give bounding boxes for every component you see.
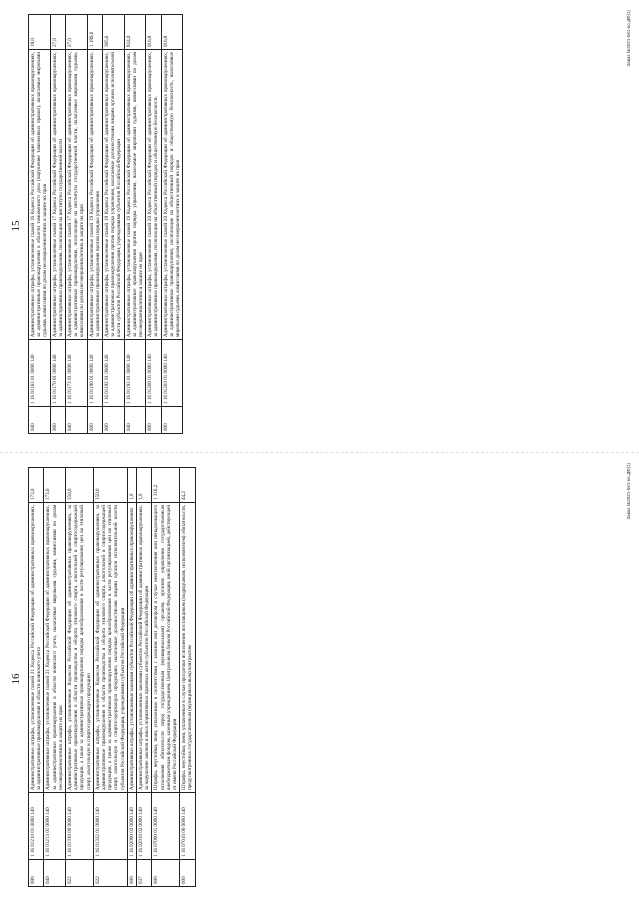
classification-code-cell: 1 16 07000 01 0000 140 <box>152 793 180 860</box>
description-cell: Административные штрафы, установленные главой 20 Кодекса Российской Федерации об административных правонарушениях, за административные правонарушения, посягающие на общественный порядок и общественную безопасность, налагаемые мировыми судьями, комиссиями по делам несовершеннолетних и защите их прав <box>161 50 183 340</box>
description-cell: Административные штрафы, установленные законами субъектов Российской Федерации об административных правонарушениях, за нарушение законов и иных нормативных правовых актов субъектов Российской Федерации <box>137 503 152 793</box>
admin-code-cell: 022 <box>66 860 94 887</box>
amount-cell: 173,0 <box>29 468 44 503</box>
table-row <box>66 15 88 434</box>
admin-code-cell: 040 <box>29 407 51 434</box>
amount-cell: 365,6 <box>103 15 125 50</box>
admin-code-cell: 040 <box>44 860 66 887</box>
page-number: 15 <box>10 220 22 232</box>
description-cell: Административные штрафы, установленные Кодексом Российской Федерации об административных правонарушениях, за административные правонарушения в области производства и оборота этилового спирта, алкогольной и спиртосодержащей продукции, а также за административные правонарушения порядка ценообразования в части регулирования цен на этиловый спирт, алкогольную и спиртосодержащую продукцию, налагаемые должностными лицами органов исполнительной власти субъектов Российской Федерации, учреждениями субъектов Российской Федерации <box>93 503 127 793</box>
classification-code-cell: 1 16 01203 01 0000 140 <box>161 340 183 407</box>
table-row <box>137 468 152 887</box>
table-row <box>124 15 146 434</box>
amount-cell: 150,0 <box>93 468 127 503</box>
amount-cell: 1,0 <box>127 468 136 503</box>
description-cell: Штрафы, неустойки, пени, уплаченные в случае просрочки исполнения поставщиком (подрядчиком, исполнителем) обязательств, предусмотренных государственным (муниципальным) контрактом <box>180 503 195 793</box>
amount-cell: 44,2 <box>180 468 195 503</box>
amount-cell: 1,0 <box>137 468 152 503</box>
table-row <box>161 15 183 434</box>
classification-code-cell: 1 16 01192 01 0000 140 <box>103 340 125 407</box>
table-row <box>50 15 65 434</box>
amount-cell: 27,0 <box>50 15 65 50</box>
amount-cell: 27,0 <box>66 15 88 50</box>
description-cell: Административные штрафы, установленные Кодексом Российской Федерации об административных правонарушениях, за административные правонарушения в области производства и оборота этилового спирта, алкогольной и спиртосодержащей продукции, а также за административные правонарушения порядка ценообразования в части регулирования цен на этиловый спирт, алкогольную и спиртосодержащую продукцию <box>66 503 94 793</box>
admin-code-cell: 000 <box>152 860 180 887</box>
admin-code-cell: 037 <box>137 860 152 887</box>
amount-cell: 916,8 <box>161 15 183 50</box>
table-row <box>152 468 180 887</box>
table-row <box>29 15 51 434</box>
admin-code-cell: 000 <box>127 860 136 887</box>
admin-code-cell: 022 <box>93 860 127 887</box>
classification-code-cell: 1 16 01210 01 0000 140 <box>29 793 44 860</box>
classification-code-cell: 1 16 01170 01 0000 140 <box>50 340 65 407</box>
description-cell: Административные штрафы, установленные главой 17 Кодекса Российской Федерации об административных правонарушениях, за административные правонарушения, посягающие на институты государственной власти <box>50 50 65 340</box>
amount-cell: 150,0 <box>66 468 94 503</box>
classification-code-cell: 1 16 07010 00 0000 140 <box>180 793 195 860</box>
classification-code-cell: 1 16 01190 01 0000 140 <box>87 340 102 407</box>
page-16 <box>0 453 639 905</box>
admin-code-cell: 000 <box>29 860 44 887</box>
table-row <box>146 15 161 434</box>
classification-code-cell: 1 16 02000 02 0000 140 <box>127 793 136 860</box>
classification-code-cell: 1 16 02010 02 0000 140 <box>137 793 152 860</box>
page-15 <box>0 0 639 452</box>
admin-code-cell: 040 <box>66 407 88 434</box>
description-cell: Административные штрафы, установленные главой 21 Кодекса Российской Федерации об административных правонарушениях, за административные правонарушения в области воинского учета <box>29 503 44 793</box>
admin-code-cell: 000 <box>180 860 195 887</box>
amount-cell: 1 316,2 <box>152 468 180 503</box>
revenue-table <box>28 14 183 434</box>
admin-code-cell: 000 <box>50 407 65 434</box>
admin-code-cell: 000 <box>146 407 161 434</box>
table-row <box>29 468 44 887</box>
page-footer: Заказ №2021-561-no.ДФ(1) <box>626 463 631 520</box>
table-row <box>180 468 195 887</box>
classification-code-cell: 1 16 01332 01 0000 140 <box>93 793 127 860</box>
description-cell: Административные штрафы, установленные главой 21 Кодекса Российской Федерации об административных правонарушениях, за административные правонарушения в области воинского учета, налагаемые мировыми судьями, комиссиями по делам несовершеннолетних и защите их прав <box>44 503 66 793</box>
classification-code-cell: 1 16 01173 01 0000 140 <box>66 340 88 407</box>
amount-cell: 173,0 <box>44 468 66 503</box>
description-cell: Административные штрафы, установленные главой 20 Кодекса Российской Федерации об административных правонарушениях, за административные правонарушения, посягающие на общественный порядок и общественную безопасность <box>146 50 161 340</box>
table-row <box>127 468 136 887</box>
amount-cell: 824,0 <box>124 15 146 50</box>
table-row <box>103 15 125 434</box>
amount-cell: 1 189,6 <box>87 15 102 50</box>
description-cell: Административные штрафы, установленные законами субъектов Российской Федерации об административных правонарушениях <box>127 503 136 793</box>
description-cell: Административные штрафы, установленные главой 17 Кодекса Российской Федерации об административных правонарушениях, за административные правонарушения, посягающие на институты государственной власти, налагаемые мировыми судьями, комиссиями по делам несовершеннолетних и защите их прав <box>66 50 88 340</box>
classification-code-cell: 1 16 01330 00 0000 140 <box>66 793 94 860</box>
admin-code-cell: 000 <box>87 407 102 434</box>
table-row <box>66 468 94 887</box>
admin-code-cell: 040 <box>124 407 146 434</box>
description-cell: Административные штрафы, установленные главой 19 Кодекса Российской Федерации об административных правонарушениях, за административные правонарушения против порядка управления, налагаемые мировыми судьями, комиссиями по делам несовершеннолетних и защите их прав <box>124 50 146 340</box>
classification-code-cell: 1 16 01200 01 0000 140 <box>146 340 161 407</box>
amount-cell: 18,0 <box>29 15 51 50</box>
classification-code-cell: 1 16 01163 01 0000 140 <box>29 340 51 407</box>
table-row <box>44 468 66 887</box>
table-row <box>87 15 102 434</box>
description-cell: Административные штрафы, установленные главой 19 Кодекса Российской Федерации об административных правонарушениях, за административные правонарушения против порядка управления <box>87 50 102 340</box>
admin-code-cell: 000 <box>103 407 125 434</box>
page-footer: Заказ №2021-561-no.ДФ(1) <box>626 10 631 67</box>
description-cell: Штрафы, неустойки, пени, уплаченные в соответствии с законом или договором в случае неисполнения или ненадлежащего исполнения обязательств перед государственным (муниципальным) органом, органом управления государственным внебюджетным фондом, казенным учреждением, Центральным банком Российской Федерации, иной организацией, действующей от имени Российской Федерации <box>152 503 180 793</box>
classification-code-cell: 1 16 01213 01 0000 140 <box>44 793 66 860</box>
description-cell: Административные штрафы, установленные главой 19 Кодекса Российской Федерации об административных правонарушениях, за административные правонарушения против порядка управления, налагаемые должностными лицами органов исполнительной власти субъектов Российской Федерации, учреждениями субъектов Российской Федерации <box>103 50 125 340</box>
revenue-table <box>28 467 196 887</box>
table-row <box>93 468 127 887</box>
amount-cell: 916,8 <box>146 15 161 50</box>
page-number: 16 <box>10 673 22 685</box>
description-cell: Административные штрафы, установленные главой 16 Кодекса Российской Федерации об административных правонарушениях, за административные правонарушения в области таможенного дела (нарушение таможенных правил), налагаемые мировыми судьями, комиссиями по делам несовершеннолетних и защите их прав <box>29 50 51 340</box>
classification-code-cell: 1 16 01193 01 0000 140 <box>124 340 146 407</box>
admin-code-cell: 000 <box>161 407 183 434</box>
